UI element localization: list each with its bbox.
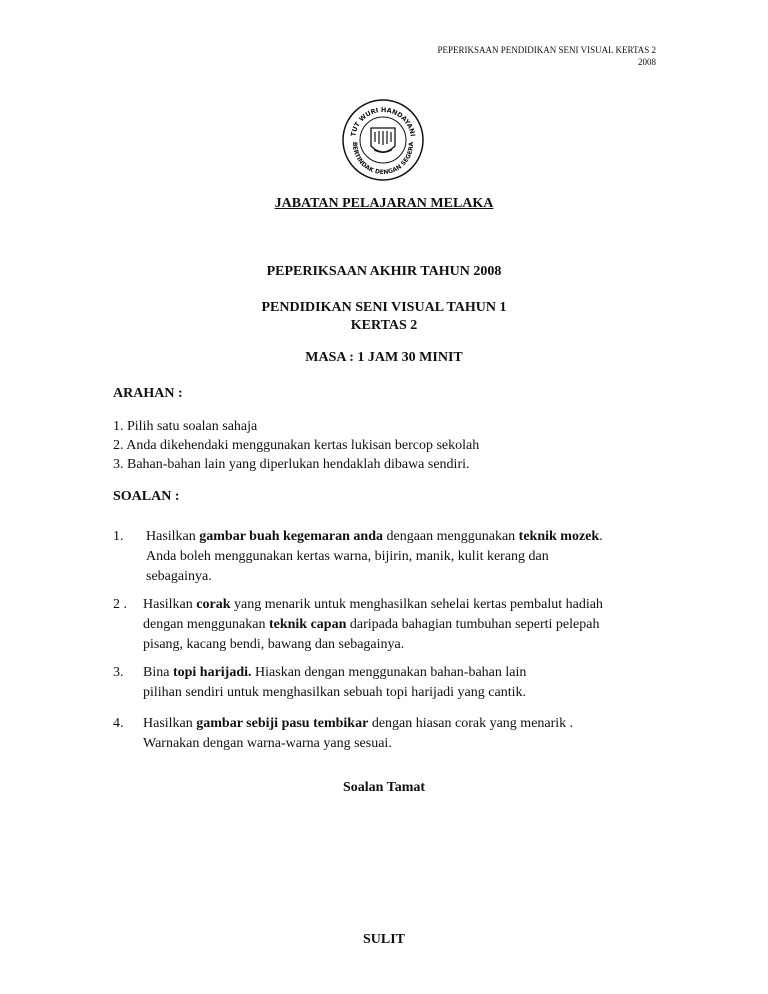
question-text: dengan hiasan corak yang menarik . — [368, 716, 574, 731]
question-text: dengan menggunakan — [143, 617, 269, 632]
end-of-questions: Soalan Tamat — [342, 780, 426, 795]
page-header — [438, 44, 657, 68]
question-text: Hasilkan — [143, 716, 197, 731]
question-text: pilihan sendiri untuk menghasilkan sebuah topi harijadi yang cantik. — [143, 685, 526, 700]
question-bold-text: corak — [196, 597, 231, 612]
question-number: 4. — [113, 716, 124, 731]
question-1 — [113, 527, 673, 587]
time-allowed: MASA : 1 JAM 30 MINIT — [305, 350, 463, 365]
question-number: 3. — [113, 665, 124, 680]
question-bold-text: teknik mozek — [518, 529, 600, 544]
question-text: Hasilkan — [143, 597, 197, 612]
confidential-label: SULIT — [362, 932, 406, 947]
question-text: sebagainya. — [146, 569, 212, 584]
question-bold-text: teknik capan — [268, 617, 347, 632]
exam-title: PEPERIKSAAN AKHIR TAHUN 2008 — [266, 264, 502, 279]
svg-text:TUT WURI HANDAYANI: TUT WURI HANDAYANI — [349, 105, 417, 138]
question-3 — [113, 663, 673, 703]
instruction-item: 3. Bahan-bahan lain yang diperlukan hendaklah dibawa sendiri. — [113, 457, 470, 472]
question-2 — [113, 595, 673, 655]
subject-title: PENDIDIKAN SENI VISUAL TAHUN 1 — [261, 300, 507, 315]
question-bold-text: gambar sebiji pasu tembikar — [196, 716, 369, 731]
instruction-item: 2. Anda dikehendaki menggunakan kertas lukisan bercop sekolah — [113, 438, 480, 453]
question-text: Bina — [143, 665, 173, 680]
svg-text:BERTINDAK DENGAN SEGERA: BERTINDAK DENGAN SEGERA — [350, 141, 416, 177]
crest-logo — [341, 98, 425, 182]
question-text: yang menarik untuk menghasilkan sehelai kertas pembalut hadiah — [230, 597, 603, 612]
instructions-heading: ARAHAN : — [113, 386, 183, 401]
question-bold-text: gambar buah kegemaran anda — [199, 529, 383, 544]
question-number: 1. — [113, 529, 124, 544]
question-text: daripada bahagian tumbuhan seperti pelepah — [346, 617, 600, 632]
question-text: Hiaskan dengan menggunakan bahan-bahan lain — [251, 665, 527, 680]
question-text: Warnakan dengan warna-warna yang sesuai. — [143, 736, 392, 751]
question-text: . — [599, 529, 603, 544]
paper-title: KERTAS 2 — [350, 318, 418, 333]
question-number: 2 . — [113, 597, 127, 612]
instruction-item: 1. Pilih satu soalan sahaja — [113, 419, 258, 434]
header-title: PEPERIKSAAN PENDIDIKAN SENI VISUAL KERTAS 2 — [437, 45, 656, 55]
question-text: Hasilkan — [146, 529, 200, 544]
question-4 — [113, 714, 673, 754]
question-text: Anda boleh menggunakan kertas warna, bijirin, manik, kulit kerang dan — [146, 549, 549, 564]
instructions-list — [113, 417, 479, 474]
question-text: dengaan menggunakan — [382, 529, 519, 544]
department-title: JABATAN PELAJARAN MELAKA — [274, 196, 494, 211]
question-bold-text: topi harijadi. — [172, 665, 252, 680]
question-text: pisang, kacang bendi, bawang dan sebagainya. — [143, 637, 405, 652]
questions-heading: SOALAN : — [113, 489, 180, 504]
header-year: 2008 — [638, 57, 656, 67]
